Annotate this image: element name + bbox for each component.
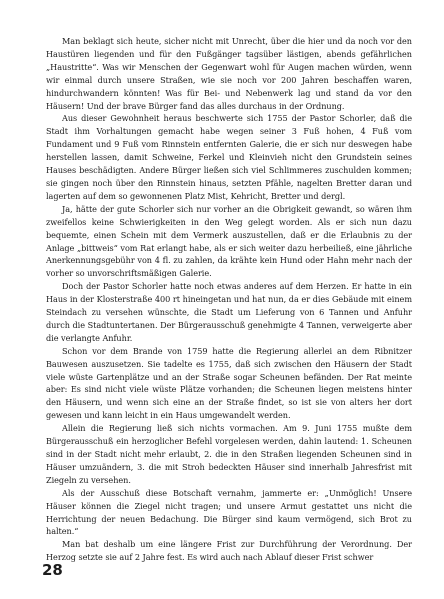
paragraph: Ja, hätte der gute Schorler sich nur vorher an die Obrigkeit gewandt, so wären ihm zweifellos keine Schwierigkeiten in den Weg gelegt worden. Als er sich nun dazu bequemte, einen Schein mit dem Vermerk auszustellen, daß er die Erlaubnis zu der Anlage „bittweis“ vom Rat erlangt habe, als er sich weiter dazu herbeiließ, eine jährliche Anerkennungsgebühr von 4 fl. zu zahlen, da krähte kein Hund oder Hahn mehr nach der vorher so unvorschriftsmäßigen Galerie. — [46, 203, 412, 279]
paragraph: Schon vor dem Brande von 1759 hatte die Regierung allerlei an dem Ribnitzer Bauwesen auszusetzen. Sie tadelte es 1755, daß sich zwischen den Häusern der Stadt viele wüste Gartenplätze und an der Straße sogar Scheunen befänden. Der Rat meinte aber: Es sind nicht viele wüste Plätze vorhanden; die Scheunen liegen meistens hinter den Häusern, und wenn sich eine an der Straße findet, so ist sie von alters her dort gewesen und kann leicht in ein Haus umgewandelt werden. — [46, 345, 412, 421]
page-number: 28 — [42, 561, 63, 579]
paragraph: Allein die Regierung ließ sich nichts vormachen. Am 9. Juni 1755 mußte dem Bürgerausschuß ein herzoglicher Befehl vorgelesen werden, dahin lautend: 1. Scheunen sind in der Stadt nicht mehr erlaubt, 2. die in den Straßen liegenden Scheunen sind in Häuser umzuändern, 3. die mit Stroh bedeckten Häuser sind innerhalb Jahresfrist mit Ziegeln zu versehen. — [46, 423, 412, 485]
paragraph: Aus dieser Gewohnheit heraus beschwerte sich 1755 der Pastor Schorler, daß die Stadt ihm Vorhaltungen gemacht habe wegen seiner 3 Fuß hohen, 4 Fuß vom Fundament und 9 Fuß vom Rinnstein entfernten Galerie, die er sich nur deswegen habe herstellen lassen, damit Schweine, Ferkel und Kleinvieh nicht den Grundstein seines Hauses beschädigten. Andere Bürger ließen sich viel Schlimmeres zuschulden kommen; sie gingen noch über den Rinnstein hinaus, setzten Pfähle, nagelten Bretter daran und lagerten auf dem so gewonnenen Platz Mist, Kehricht, Bretter und dergl. — [46, 113, 412, 201]
body-text — [46, 35, 412, 564]
paragraph: Man bat deshalb um eine längere Frist zur Durchführung der Verordnung. Der Herzog setzte sie auf 2 Jahre fest. Es wird auch nach Ablauf dieser Frist schwer — [46, 539, 412, 563]
paragraph: Man beklagt sich heute, sicher nicht mit Unrecht, über die hier und da noch vor den Haustüren liegenden und für den Fußgänger tagsüber lästigen, abends gefährlichen „Haustritte“. Was wir Menschen der Gegenwart wohl für Augen machen würden, wenn wir einmal durch unsere Straßen, wie sie noch vor 200 Jahren beschaffen waren, hindurchwandern könnten! Was für Bei- und Nebenwerk lag und stand da vor den Häusern! Und der brave Bürger fand das alles durchaus in der Ordnung. — [46, 36, 412, 111]
paragraph: Als der Ausschuß diese Botschaft vernahm, jammerte er: „Unmöglich! Unsere Häuser können die Ziegel nicht tragen; und unsere Armut gestattet uns nicht die Herrichtung der neuen Bedachung. Die Bürger sind kaum vermögend, sich Brot zu halten.“ — [46, 487, 412, 537]
paragraph: Doch der Pastor Schorler hatte noch etwas anderes auf dem Herzen. Er hatte in ein Haus in der Klosterstraße 400 rt hineingetan und hat nun, da er dies Gebäude mit einem Steindach zu versehen wünschte, die Stadt um Lieferung von 6 Tannen und Anfuhr durch die Stadtuntertanen. Der Bürgerausschuß genehmigte 4 Tannen, verweigerte aber die verlangte Anfuhr. — [46, 281, 412, 343]
